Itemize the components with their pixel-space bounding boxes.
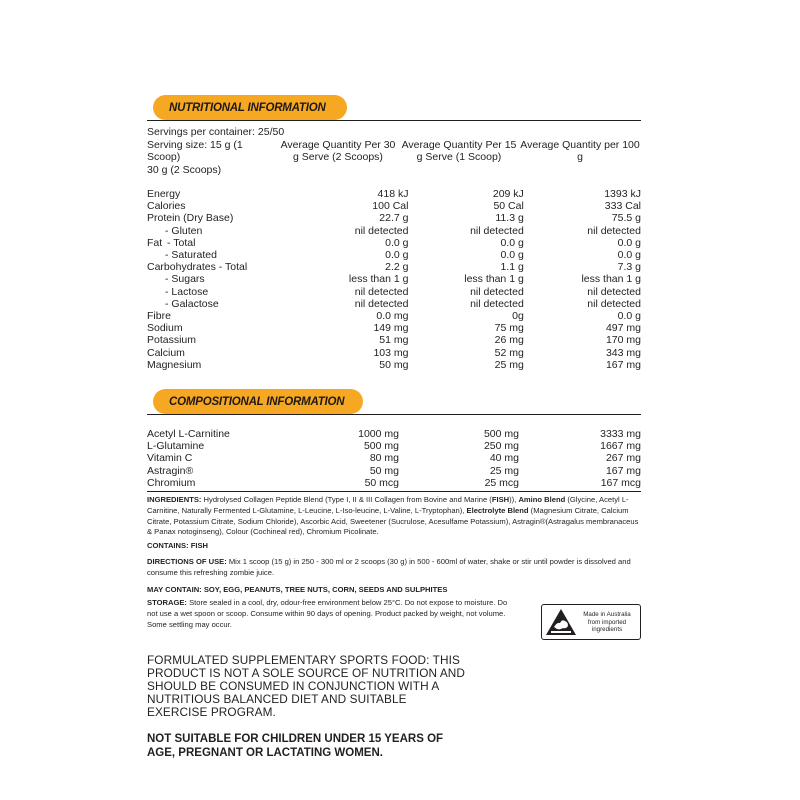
nutrition-row	[147, 359, 641, 371]
nutrient-value-v100: 167 mg	[605, 358, 641, 371]
directions-body: Mix 1 scoop (15 g) in 250 - 300 ml or 2 scoops (30 g) in 500 - 600ml of water, shake or stir until powder is dissolved and consume this refreshing zombie juice.	[147, 557, 631, 577]
component-name: Acetyl L-Carnitine	[147, 428, 230, 441]
nutritional-heading: NUTRITIONAL INFORMATION	[153, 95, 347, 120]
nutrient-value-v30: nil detected	[354, 297, 409, 310]
nutrient-value-v100: 0.0 g	[617, 310, 641, 323]
nutrient-value-v100: 0.0 g	[617, 236, 641, 249]
component-value-v15: 25 mcg	[484, 476, 519, 489]
nutrient-name: Protein (Dry Base)	[147, 212, 234, 225]
nutrition-row	[147, 249, 641, 261]
component-value-v15: 40 mg	[489, 452, 519, 465]
nutrient-name: - Sugars	[165, 273, 205, 286]
component-value-v30: 500 mg	[363, 440, 399, 453]
serving-header-grid	[147, 139, 641, 177]
component-value-v100: 1667 mg	[600, 440, 641, 453]
component-value-v100: 167 mg	[605, 464, 641, 477]
ingredients-part4: (Magnesium Citrate, Calcium Citrate, Potassium Citrate, Sodium Chloride), Ascorbic Acid, Sweetener (Sucrulose, Acesulfame Potassium), Astragin®(Astragalus membranaceus & Panax notoginseng), Colour (Cochineal red), Chromium Picolinate.	[147, 505, 639, 537]
ingredients-part2: )),	[509, 495, 519, 505]
compositional-heading: COMPOSITIONAL INFORMATION	[153, 389, 363, 414]
component-name: L-Glutamine	[147, 440, 205, 453]
component-value-v30: 50 mcg	[364, 476, 399, 489]
storage-row	[147, 598, 641, 640]
nutrient-value-v100: 333 Cal	[604, 200, 641, 213]
nutrient-value-v30: 100 Cal	[372, 200, 409, 213]
nutrient-prefix: Fat	[147, 236, 163, 249]
component-name: Astragin®	[147, 464, 194, 477]
col-header-100g: Average Quantity per 100 g	[520, 138, 640, 163]
component-value-v15: 500 mg	[483, 428, 519, 441]
composition-row	[147, 452, 641, 464]
nutrient-value-v15: 0.0 g	[500, 249, 524, 262]
nutrition-row	[147, 212, 641, 224]
composition-table	[147, 428, 641, 489]
component-value-v30: 50 mg	[369, 464, 399, 477]
may-contain-statement	[147, 585, 641, 596]
nutrient-value-v15: 1.1 g	[500, 261, 524, 274]
ingredients-part1: Hydrolysed Collagen Peptide Blend (Type I, II & III Collagen from Bovine and Marine (	[201, 495, 492, 505]
badge-line3: ingredients	[591, 626, 623, 634]
nutrient-value-v100: 170 mg	[605, 334, 641, 347]
nutrient-name: Calcium	[147, 346, 185, 359]
nutrient-name: - Saturated	[165, 249, 217, 262]
made-in-australia-badge	[541, 604, 641, 640]
storage-label: STORAGE:	[147, 598, 187, 608]
nutrition-row	[147, 273, 641, 285]
nutrition-row	[147, 188, 641, 200]
nutrient-value-v100: 343 mg	[605, 346, 641, 359]
component-value-v100: 3333 mg	[600, 428, 641, 441]
nutrient-value-v100: less than 1 g	[581, 273, 641, 286]
servings-per-container: Servings per container: 25/50	[147, 126, 285, 138]
nutrient-value-v30: less than 1 g	[348, 273, 409, 286]
nutrient-value-v100: 497 mg	[605, 322, 641, 335]
nutrient-name: Sodium	[147, 322, 183, 335]
nutrition-row	[147, 237, 641, 249]
nutrient-value-v100: 1393 kJ	[604, 188, 641, 200]
nutrition-row	[147, 347, 641, 359]
composition-row	[147, 465, 641, 477]
nutrient-value-v100: nil detected	[587, 224, 641, 237]
composition-row	[147, 428, 641, 440]
nutrient-value-v15: nil detected	[470, 297, 524, 310]
nutrient-value-v15: 75 mg	[494, 322, 524, 335]
serving-size	[147, 139, 277, 177]
nutrient-value-v15: 26 mg	[494, 334, 524, 347]
nutrient-value-v15: 25 mg	[494, 358, 524, 371]
nutrition-row	[147, 261, 641, 273]
electrolyte-blend-label: Electrolyte Blend	[466, 505, 529, 515]
divider	[147, 120, 641, 121]
nutrient-name: Carbohydrates - Total	[147, 261, 248, 274]
composition-row	[147, 477, 641, 489]
may-contain-text: MAY CONTAIN: SOY, EGG, PEANUTS, TREE NUTS, CORN, SEEDS AND SULPHITES	[147, 584, 448, 594]
ingredients-part3: (Glycine, Acetyl L-Carnitine, Naturally Fermented L-Glutamine, L-Leucine, L-Iso-leucine, L-Valine, L-Tryptophan),	[147, 495, 629, 515]
nutrient-label: - Total	[167, 236, 196, 249]
nutrition-row	[147, 286, 641, 298]
directions-text	[147, 557, 641, 579]
compositional-heading-bar	[147, 389, 641, 414]
component-name: Vitamin C	[147, 452, 193, 465]
nutrient-name: - Gluten	[165, 224, 203, 237]
nutrition-row	[147, 310, 641, 322]
nutrient-value-v15: 52 mg	[494, 346, 524, 359]
divider	[147, 414, 641, 415]
nutrient-value-v30: nil detected	[354, 224, 409, 237]
nutrient-value-v30: 50 mg	[379, 358, 409, 371]
nutrition-row	[147, 322, 641, 334]
nutrition-label-panel	[147, 95, 641, 760]
component-value-v15: 250 mg	[483, 440, 519, 453]
contains-statement	[147, 541, 641, 552]
serving-size-line2: 30 g (2 Scoops)	[147, 163, 222, 176]
component-value-v15: 25 mg	[489, 464, 519, 477]
nutrition-table	[147, 188, 641, 371]
nutrient-value-v30: 2.2 g	[385, 261, 409, 274]
component-value-v30: 1000 mg	[358, 428, 399, 441]
component-value-v100: 267 mg	[605, 452, 641, 465]
nutrient-value-v100: 0.0 g	[617, 249, 641, 262]
nutrient-name: Magnesium	[147, 358, 202, 371]
australia-made-triangle-icon	[545, 608, 577, 636]
directions-label: DIRECTIONS OF USE:	[147, 557, 227, 567]
nutrient-value-v30: 0.0 mg	[376, 310, 409, 323]
storage-body: Store sealed in a cool, dry, odour-free environment below 25°C. Do not expose to moisture. Do not use a wet spoon or scoop. Consume within 90 days of opening. Product packed by weight, not volume. Some settling may occur.	[147, 598, 508, 630]
nutrient-value-v30: 0.0 g	[385, 236, 409, 249]
nutrient-value-v100: nil detected	[587, 297, 641, 310]
nutrition-row	[147, 225, 641, 237]
nutrient-value-v30: 22.7 g	[379, 212, 409, 225]
nutrient-value-v30: 418 kJ	[377, 188, 409, 200]
component-value-v100: 167 mcg	[600, 476, 641, 489]
nutrient-value-v30: 0.0 g	[385, 249, 409, 262]
component-value-v30: 80 mg	[369, 452, 399, 465]
nutrient-name	[147, 237, 291, 249]
badge-line2: from imported	[587, 618, 627, 626]
nutrient-value-v30: 51 mg	[379, 334, 409, 347]
nutrition-row	[147, 334, 641, 346]
nutrient-value-v15: nil detected	[470, 285, 524, 298]
nutrient-value-v15: 50 Cal	[493, 200, 524, 213]
composition-divider	[147, 491, 641, 492]
serving-size-line1: Serving size: 15 g (1 Scoop)	[147, 138, 243, 163]
composition-row	[147, 440, 641, 452]
amino-blend-label: Amino Blend	[518, 495, 566, 505]
badge-text	[577, 611, 637, 633]
ingredients-text	[147, 495, 641, 538]
nutrient-name: Energy	[147, 188, 181, 200]
nutrient-value-v30: 103 mg	[373, 346, 409, 359]
formulated-statement: FORMULATED SUPPLEMENTARY SPORTS FOOD: THIS PRODUCT IS NOT A SOLE SOURCE OF NUTRITION AND SHOULD BE CONSUMED IN CONJUNCTION WITH A NUTRITIOUS BALANCED DIET AND SUITABLE EXERCISE PROGRAM.	[147, 653, 466, 720]
ingredients-fish: FISH	[491, 495, 510, 505]
nutrient-name: Fibre	[147, 310, 171, 323]
nutrient-value-v30: 149 mg	[373, 322, 409, 335]
nutrient-value-v15: nil detected	[470, 224, 524, 237]
contains-text: CONTAINS: FISH	[147, 541, 209, 551]
nutrient-name: - Lactose	[165, 285, 209, 298]
component-name: Chromium	[147, 476, 196, 489]
nutrient-value-v100: 75.5 g	[611, 212, 641, 225]
nutrient-name: Potassium	[147, 334, 197, 347]
nutrient-name: Calories	[147, 200, 186, 213]
nutrient-name: - Galactose	[165, 297, 219, 310]
ingredients-label: INGREDIENTS:	[147, 495, 202, 505]
nutrient-value-v15: 209 kJ	[492, 188, 524, 200]
storage-text	[147, 598, 517, 630]
nutrient-value-v15: 11.3 g	[495, 212, 524, 225]
badge-line1: Made in Australia	[583, 611, 631, 619]
nutrient-value-v15: 0.0 g	[500, 236, 524, 249]
col-header-15g: Average Quantity Per 15 g Serve (1 Scoop)	[401, 138, 517, 163]
nutrient-value-v15: 0g	[512, 310, 524, 323]
warning-statement: NOT SUITABLE FOR CHILDREN UNDER 15 YEARS OF AGE, PREGNANT OR LACTATING WOMEN.	[147, 733, 444, 759]
nutrient-value-v15: less than 1 g	[464, 273, 524, 286]
nutrient-value-v100: nil detected	[587, 285, 641, 298]
nutrition-row	[147, 200, 641, 212]
nutrient-value-v30: nil detected	[354, 285, 409, 298]
nutritional-heading-bar	[147, 95, 641, 120]
col-header-30g: Average Quantity Per 30 g Serve (2 Scoops)	[280, 138, 396, 163]
nutrient-value-v100: 7.3 g	[617, 261, 641, 274]
nutrition-row	[147, 298, 641, 310]
